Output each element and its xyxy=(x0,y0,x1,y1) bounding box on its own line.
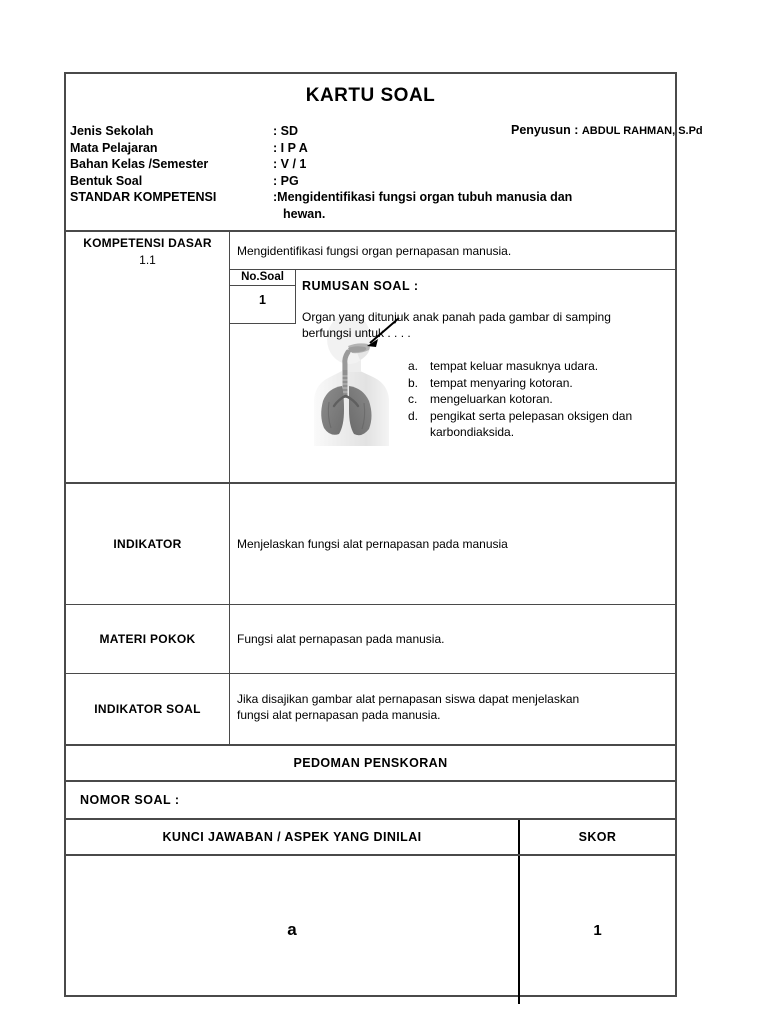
answer-option-key: d. xyxy=(408,408,419,423)
standar-kompetensi-continued xyxy=(70,206,675,223)
skor-header: SKOR xyxy=(578,830,617,844)
indikator-soal-value-cell xyxy=(230,674,675,744)
kompetensi-dasar-block xyxy=(66,232,675,482)
answer-option xyxy=(408,375,632,392)
answer-option-text: mengeluarkan kotoran. xyxy=(430,392,553,406)
answer-option-text: tempat keluar masuknya udara. xyxy=(430,359,599,373)
answer-option-text: karbondiaksida. xyxy=(430,425,515,439)
indikator-soal-line2: fungsi alat pernapasan pada manusia. xyxy=(237,708,441,722)
answer-option xyxy=(408,408,632,425)
answer-option xyxy=(408,358,632,375)
indikator-value: Menjelaskan fungsi alat pernapasan pada manusia xyxy=(237,537,508,551)
materi-pokok-label-cell xyxy=(66,605,230,673)
answer-option-key: c. xyxy=(408,392,418,406)
penyusun-field xyxy=(511,123,703,137)
indikator-label: INDIKATOR xyxy=(113,537,182,551)
nomor-soal-header: No.Soal xyxy=(230,270,295,286)
header-identity-block xyxy=(66,109,703,230)
skor-value: 1 xyxy=(593,921,602,939)
soal-area xyxy=(230,270,675,482)
field-label: STANDAR KOMPETENSI xyxy=(70,190,217,204)
field-value: : V / 1 xyxy=(273,157,307,171)
question-stem-line2: berfungsi untuk . . . . xyxy=(302,326,411,340)
field-bahan-kelas-semester xyxy=(70,156,675,173)
field-label: Mata Pelajaran xyxy=(70,140,158,155)
answer-option-text: tempat menyaring kotoran. xyxy=(430,375,573,390)
answer-option xyxy=(408,391,632,408)
field-label: Bahan Kelas /Semester xyxy=(70,157,209,171)
standar-kompetensi-line2: hewan. xyxy=(283,206,326,221)
penyusun-name: ABDUL RAHMAN, S.Pd xyxy=(581,125,703,137)
field-value: : SD xyxy=(273,124,298,138)
kompetensi-dasar-label-cell xyxy=(66,232,230,482)
answer-option-key: a. xyxy=(408,359,419,373)
pedoman-penskoran-title: PEDOMAN PENSKORAN xyxy=(293,756,448,770)
kunci-jawaban-header: KUNCI JAWABAN / ASPEK YANG DINILAI xyxy=(66,820,520,854)
materi-pokok-value-cell xyxy=(230,605,675,673)
kompetensi-dasar-description: Mengidentifikasi fungsi organ pernapasan manusia. xyxy=(230,232,675,270)
indikator-value-cell xyxy=(230,484,675,604)
field-value: :Mengidentifikasi fungsi organ tubuh manusia dan xyxy=(273,190,573,204)
field-mata-pelajaran xyxy=(70,140,675,157)
row-indikator xyxy=(66,484,675,604)
score-table-header xyxy=(66,820,675,854)
answer-option-text: pengikat serta pelepasan oksigen dan xyxy=(430,408,633,423)
field-bentuk-soal xyxy=(70,173,675,190)
question-stem-line1: Organ yang ditunjuk anak panah pada gambar di samping xyxy=(302,310,611,324)
nomor-soal-column xyxy=(230,270,296,482)
row-indikator-soal xyxy=(66,674,675,744)
field-standar-kompetensi xyxy=(70,189,675,206)
rumusan-soal-column xyxy=(296,270,675,482)
materi-pokok-label: MATERI POKOK xyxy=(99,632,196,646)
field-label: Bentuk Soal xyxy=(70,173,143,188)
score-table-row xyxy=(66,856,675,1004)
answer-option-key: b. xyxy=(408,375,419,390)
nomor-soal-value: 1 xyxy=(259,293,266,307)
field-label: Jenis Sekolah xyxy=(70,124,154,138)
indikator-soal-line1: Jika disajikan gambar alat pernapasan siswa dapat menjelaskan xyxy=(237,692,580,706)
kompetensi-dasar-content xyxy=(230,232,675,482)
page-title: KARTU SOAL xyxy=(305,85,436,106)
penyusun-label: Penyusun : xyxy=(511,123,579,137)
indikator-label-cell xyxy=(66,484,230,604)
row-materi-pokok xyxy=(66,605,675,673)
kartu-soal-document xyxy=(64,72,703,997)
indikator-soal-label: INDIKATOR SOAL xyxy=(94,702,201,716)
question-stem xyxy=(302,293,667,341)
answer-option-wrap xyxy=(408,424,632,441)
indikator-soal-label-cell xyxy=(66,674,230,744)
rumusan-soal-label: RUMUSAN SOAL : xyxy=(302,279,419,293)
nomor-soal-box xyxy=(230,270,296,324)
nomor-soal-label: NOMOR SOAL : xyxy=(80,793,180,807)
materi-pokok-value: Fungsi alat pernapasan pada manusia. xyxy=(237,632,445,646)
kompetensi-dasar-number: 1.1 xyxy=(139,253,156,267)
indikator-soal-value xyxy=(230,674,675,723)
kunci-jawaban-value: a xyxy=(66,856,520,1004)
field-value: : PG xyxy=(273,173,299,188)
kompetensi-dasar-label: KOMPETENSI DASAR xyxy=(83,236,212,250)
answer-options-list xyxy=(408,358,632,441)
answer-option-key xyxy=(408,424,430,441)
field-value: : I P A xyxy=(273,140,308,155)
